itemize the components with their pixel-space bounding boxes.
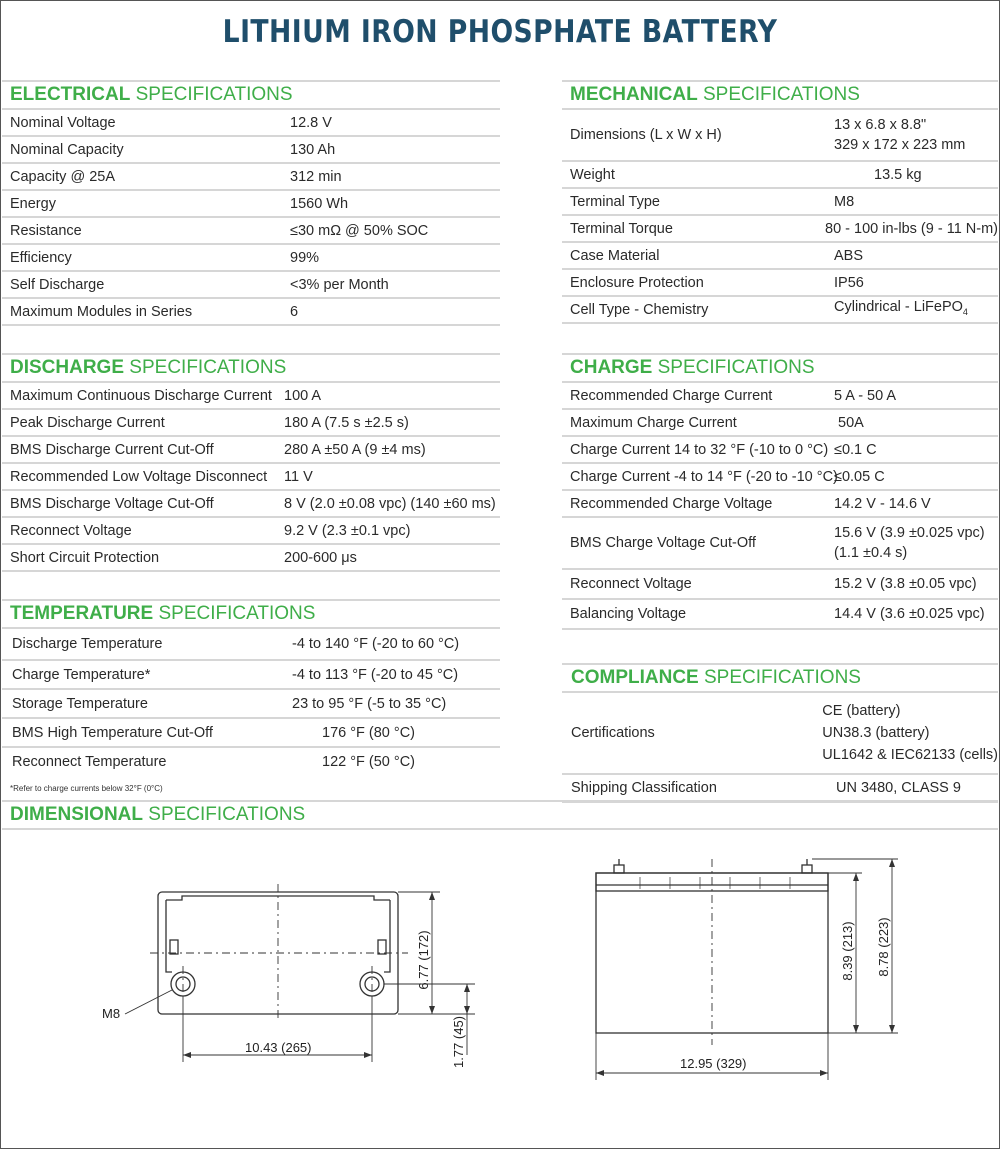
spec-row <box>2 272 500 299</box>
arrow <box>820 1070 828 1076</box>
temperature-section <box>2 599 500 793</box>
spec-row <box>562 270 998 297</box>
arrow <box>889 859 895 867</box>
arrow <box>596 1070 604 1076</box>
spec-label: BMS Charge Voltage Cut-Off <box>570 535 756 551</box>
spec-row <box>2 164 500 191</box>
spec-label: Reconnect Temperature <box>12 753 167 770</box>
terminal-post-right <box>802 865 812 873</box>
top-offset-label: 1.77 (45) <box>451 1015 466 1069</box>
spec-value: 14.2 V - 14.6 V <box>834 495 931 512</box>
arrow <box>464 1006 470 1014</box>
spec-row <box>562 775 998 803</box>
spec-row <box>2 437 500 464</box>
spec-value: 12.8 V <box>290 114 332 131</box>
spec-row <box>562 162 998 189</box>
mechanical-heading: MECHANICAL SPECIFICATIONS <box>562 80 998 110</box>
spec-label: Efficiency <box>10 249 72 266</box>
spec-row <box>562 491 998 518</box>
arrow <box>364 1052 372 1058</box>
top-view-clip-left <box>170 940 178 954</box>
spec-label: Nominal Capacity <box>10 141 124 158</box>
arrow <box>853 1025 859 1033</box>
spec-row <box>2 690 500 719</box>
spec-row <box>2 137 500 164</box>
spec-value: 99% <box>290 249 320 266</box>
spec-label: Terminal Torque <box>570 220 673 237</box>
top-view-clip-right <box>378 940 386 954</box>
arrow <box>429 1006 435 1014</box>
spec-value: 312 min <box>290 168 342 185</box>
discharge-heading: DISCHARGE SPECIFICATIONS <box>2 353 500 383</box>
spec-label: Discharge Temperature <box>12 636 163 652</box>
spec-row <box>2 491 500 518</box>
spec-label: Weight <box>570 166 615 183</box>
spec-value: 176 °F (80 °C) <box>322 724 415 741</box>
charge-heading: CHARGE SPECIFICATIONS <box>562 353 998 383</box>
spec-label: Maximum Charge Current <box>570 414 737 431</box>
spec-value: 11 V <box>284 468 313 485</box>
spec-row <box>562 189 998 216</box>
spec-label: Charge Current -4 to 14 °F (-20 to -10 °C) <box>570 468 838 485</box>
spec-label: Maximum Continuous Discharge Current <box>10 387 272 404</box>
spec-label: Nominal Voltage <box>10 114 116 131</box>
spec-label: Balancing Voltage <box>570 606 687 622</box>
arrow <box>464 984 470 992</box>
spec-value: 50A <box>838 414 864 431</box>
spec-value: Cylindrical - LiFePO$_4$ <box>834 299 968 317</box>
spec-row <box>2 464 500 491</box>
spec-value: 6 <box>290 303 299 320</box>
spec-value: <3% per Month <box>290 276 389 293</box>
spec-value: CE (battery) UN38.3 (battery) UL1642 & IEC62133 (cells) <box>822 703 998 763</box>
spec-row <box>562 693 998 775</box>
spec-label: Storage Temperature <box>12 695 148 712</box>
spec-value: ≤30 mΩ @ 50% SOC <box>290 222 429 239</box>
spec-value: 100 A <box>284 387 322 404</box>
side-view-drawing <box>580 855 920 1095</box>
spec-row <box>562 410 998 437</box>
spec-value: M8 <box>834 193 855 210</box>
spec-row <box>562 110 998 162</box>
spec-label: BMS Discharge Current Cut-Off <box>10 441 214 458</box>
spec-row <box>562 518 998 570</box>
spec-row <box>2 545 500 572</box>
spec-label: Maximum Modules in Series <box>10 303 193 320</box>
terminal-post-left <box>614 865 624 873</box>
spec-value: ≤0.05 C <box>834 468 885 485</box>
spec-row <box>2 661 500 690</box>
page-title: LITHIUM IRON PHOSPHATE BATTERY <box>222 14 778 50</box>
spec-value: UN 3480, CLASS 9 <box>836 780 961 796</box>
spec-label: Recommended Low Voltage Disconnect <box>10 468 268 485</box>
spec-row <box>2 245 500 272</box>
spec-value: 130 Ah <box>290 141 336 158</box>
spec-label: Charge Temperature* <box>12 666 151 683</box>
top-height-label: 6.77 (172) <box>416 930 431 990</box>
spec-label: Short Circuit Protection <box>10 549 160 566</box>
spec-label: Reconnect Voltage <box>570 576 692 592</box>
spec-label: Recommended Charge Current <box>570 387 773 404</box>
electrical-section <box>2 80 500 326</box>
spec-value: 280 A ±50 A (9 ±4 ms) <box>284 441 426 458</box>
spec-value: 23 to 95 °F (-5 to 35 °C) <box>292 695 447 712</box>
spec-value: 180 A (7.5 s ±2.5 s) <box>284 414 409 431</box>
spec-row <box>2 218 500 245</box>
spec-label: Terminal Type <box>570 193 660 210</box>
temperature-heading: TEMPERATURE SPECIFICATIONS <box>2 599 500 629</box>
spec-row <box>2 719 500 748</box>
spec-row <box>562 243 998 270</box>
spec-label: BMS High Temperature Cut-Off <box>12 724 213 741</box>
arrow <box>183 1052 191 1058</box>
spec-label: Self Discharge <box>10 276 105 293</box>
spec-value: -4 to 140 °F (-20 to 60 °C) <box>292 636 460 652</box>
spec-row <box>2 383 500 410</box>
top-width-label: 10.43 (265) <box>245 1040 312 1055</box>
spec-label: Capacity @ 25A <box>10 168 115 185</box>
spec-row <box>562 216 998 243</box>
discharge-section <box>2 353 500 572</box>
spec-value: 122 °F (50 °C) <box>322 753 415 770</box>
side-width-label: 12.95 (329) <box>680 1056 747 1071</box>
spec-value: IP56 <box>834 274 864 291</box>
spec-value: 1560 Wh <box>290 195 349 212</box>
compliance-section <box>562 663 998 803</box>
top-view-drawing <box>90 880 490 1080</box>
spec-label: Cell Type - Chemistry <box>570 301 709 318</box>
spec-label: Peak Discharge Current <box>10 414 165 431</box>
spec-label: Recommended Charge Voltage <box>570 495 773 512</box>
spec-row <box>562 383 998 410</box>
spec-label: Shipping Classification <box>571 780 717 796</box>
spec-value: 9.2 V (2.3 ±0.1 vpc) <box>284 522 411 539</box>
spec-row <box>562 600 998 630</box>
spec-row <box>2 629 500 661</box>
side-case-height-label: 8.39 (213) <box>840 921 855 981</box>
side-total-height-label: 8.78 (223) <box>876 917 891 977</box>
arrow <box>889 1025 895 1033</box>
spec-label: Certifications <box>571 725 655 741</box>
spec-value: 14.4 V (3.6 ±0.025 vpc) <box>834 606 985 622</box>
m8-label: M8 <box>102 1006 121 1021</box>
dimensional-heading: DIMENSIONAL SPECIFICATIONS <box>2 800 998 830</box>
spec-value: 13 x 6.8 x 8.8" 329 x 172 x 223 mm <box>834 117 966 153</box>
spec-value: 8 V (2.0 ±0.08 vpc) (140 ±60 ms) <box>284 495 496 512</box>
spec-value: 200-600 μs <box>284 549 357 566</box>
compliance-heading: COMPLIANCE SPECIFICATIONS <box>562 663 998 693</box>
spec-value: 15.2 V (3.8 ±0.05 vpc) <box>834 576 977 592</box>
spec-row <box>2 110 500 137</box>
spec-value: ABS <box>834 247 864 264</box>
arrow <box>429 892 435 900</box>
spec-row <box>2 518 500 545</box>
spec-value: -4 to 113 °F (-20 to 45 °C) <box>292 666 459 683</box>
spec-value: ≤0.1 C <box>834 441 877 458</box>
spec-label: Resistance <box>10 222 82 239</box>
spec-row <box>2 299 500 326</box>
spec-row <box>2 410 500 437</box>
spec-label: Dimensions (L x W x H) <box>570 127 722 143</box>
charge-section <box>562 353 998 630</box>
spec-row <box>2 191 500 218</box>
spec-value: 13.5 kg <box>874 166 922 183</box>
spec-label: Case Material <box>570 247 660 264</box>
spec-label: Charge Current 14 to 32 °F (-10 to 0 °C) <box>570 441 829 458</box>
m8-leader <box>125 990 172 1014</box>
footnote: *Refer to charge currents below 32°F (0°C) <box>10 784 163 793</box>
spec-row <box>562 297 998 324</box>
mechanical-section <box>562 80 998 324</box>
spec-value: 80 - 100 in-lbs (9 - 11 N-m) <box>825 220 998 237</box>
spec-label: Enclosure Protection <box>570 274 704 291</box>
arrow <box>853 873 859 881</box>
spec-label: Energy <box>10 195 56 212</box>
spec-row <box>2 748 500 775</box>
spec-label: BMS Discharge Voltage Cut-Off <box>10 495 214 512</box>
spec-row <box>562 570 998 600</box>
spec-value: 5 A - 50 A <box>834 387 897 404</box>
spec-value: 15.6 V (3.9 ±0.025 vpc) (1.1 ±0.4 s) <box>834 525 985 561</box>
electrical-heading: ELECTRICAL SPECIFICATIONS <box>2 80 500 110</box>
spec-row <box>562 437 998 464</box>
spec-label: Reconnect Voltage <box>10 522 132 539</box>
spec-row <box>562 464 998 491</box>
dimensional-section <box>2 800 998 830</box>
